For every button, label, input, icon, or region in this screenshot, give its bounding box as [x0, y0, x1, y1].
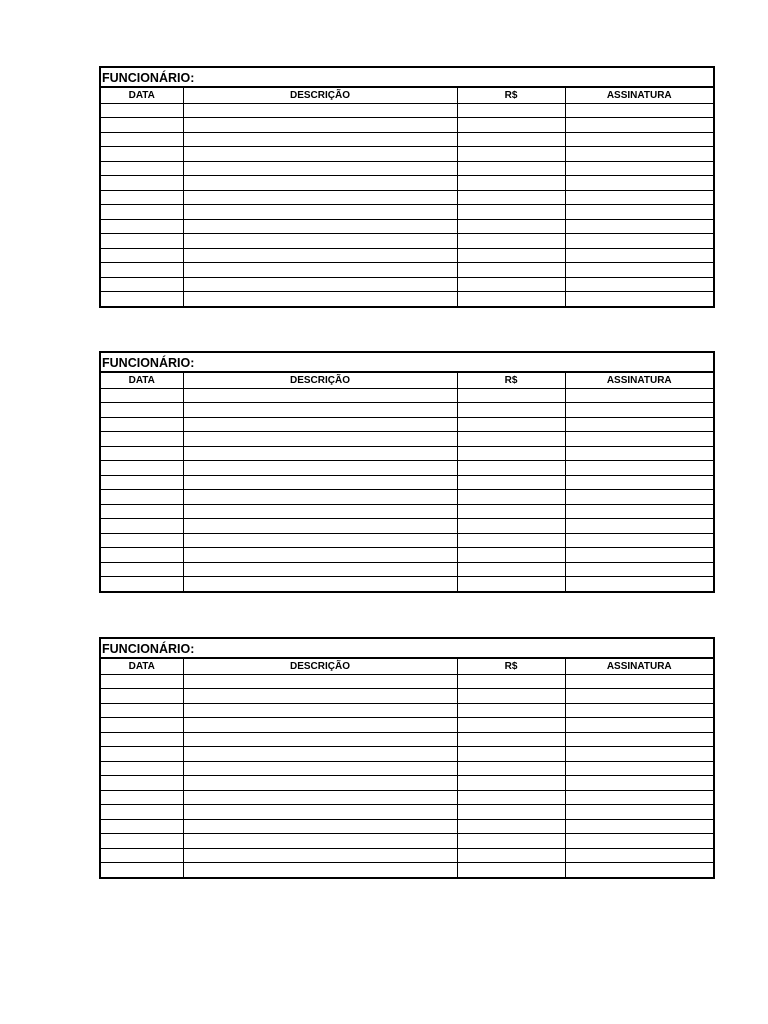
assinatura-cell	[565, 819, 713, 834]
entries-table	[101, 659, 713, 877]
valor-cell	[457, 548, 565, 563]
table-row	[101, 461, 713, 476]
table-row	[101, 790, 713, 805]
table-row	[101, 176, 713, 191]
descricao-cell	[183, 190, 457, 205]
data-cell	[101, 674, 183, 689]
column-header-descricao: DESCRIÇÃO	[183, 373, 457, 388]
descricao-cell	[183, 519, 457, 534]
valor-cell	[457, 432, 565, 447]
table-row	[101, 776, 713, 791]
valor-cell	[457, 863, 565, 878]
data-cell	[101, 147, 183, 162]
valor-cell	[457, 533, 565, 548]
data-cell	[101, 446, 183, 461]
assinatura-cell	[565, 292, 713, 307]
data-cell	[101, 548, 183, 563]
assinatura-cell	[565, 417, 713, 432]
valor-cell	[457, 834, 565, 849]
assinatura-cell	[565, 548, 713, 563]
table-row	[101, 190, 713, 205]
descricao-cell	[183, 848, 457, 863]
data-cell	[101, 234, 183, 249]
table-row	[101, 388, 713, 403]
table-body	[101, 674, 713, 877]
data-cell	[101, 689, 183, 704]
assinatura-cell	[565, 446, 713, 461]
valor-cell	[457, 747, 565, 762]
valor-cell	[457, 103, 565, 118]
descricao-cell	[183, 432, 457, 447]
table-row	[101, 403, 713, 418]
column-header-assinatura: ASSINATURA	[565, 88, 713, 103]
table-row	[101, 277, 713, 292]
data-cell	[101, 519, 183, 534]
assinatura-cell	[565, 490, 713, 505]
descricao-cell	[183, 732, 457, 747]
descricao-cell	[183, 403, 457, 418]
table-row	[101, 747, 713, 762]
form-title: FUNCIONÁRIO:	[101, 639, 713, 659]
data-cell	[101, 805, 183, 820]
descricao-cell	[183, 176, 457, 191]
assinatura-cell	[565, 161, 713, 176]
column-header-data: DATA	[101, 373, 183, 388]
assinatura-cell	[565, 205, 713, 220]
valor-cell	[457, 475, 565, 490]
valor-cell	[457, 234, 565, 249]
column-header-descricao: DESCRIÇÃO	[183, 88, 457, 103]
form-title: FUNCIONÁRIO:	[101, 68, 713, 88]
descricao-cell	[183, 475, 457, 490]
descricao-cell	[183, 234, 457, 249]
table-row	[101, 417, 713, 432]
valor-cell	[457, 819, 565, 834]
assinatura-cell	[565, 103, 713, 118]
descricao-cell	[183, 277, 457, 292]
table-row	[101, 219, 713, 234]
data-cell	[101, 219, 183, 234]
table-row	[101, 263, 713, 278]
data-cell	[101, 132, 183, 147]
data-cell	[101, 403, 183, 418]
valor-cell	[457, 461, 565, 476]
data-cell	[101, 863, 183, 878]
data-cell	[101, 103, 183, 118]
column-header-assinatura: ASSINATURA	[565, 659, 713, 674]
valor-cell	[457, 848, 565, 863]
valor-cell	[457, 519, 565, 534]
descricao-cell	[183, 263, 457, 278]
descricao-cell	[183, 863, 457, 878]
descricao-cell	[183, 461, 457, 476]
assinatura-cell	[565, 277, 713, 292]
table-row	[101, 103, 713, 118]
descricao-cell	[183, 490, 457, 505]
assinatura-cell	[565, 747, 713, 762]
table-row	[101, 718, 713, 733]
valor-cell	[457, 674, 565, 689]
valor-cell	[457, 790, 565, 805]
assinatura-cell	[565, 761, 713, 776]
table-row	[101, 548, 713, 563]
assinatura-cell	[565, 732, 713, 747]
data-cell	[101, 761, 183, 776]
assinatura-cell	[565, 504, 713, 519]
data-cell	[101, 703, 183, 718]
column-header-valor: R$	[457, 88, 565, 103]
descricao-cell	[183, 747, 457, 762]
employee-form-1	[99, 66, 715, 308]
descricao-cell	[183, 703, 457, 718]
assinatura-cell	[565, 190, 713, 205]
table-row	[101, 475, 713, 490]
valor-cell	[457, 147, 565, 162]
table-row	[101, 118, 713, 133]
descricao-cell	[183, 776, 457, 791]
descricao-cell	[183, 118, 457, 133]
column-header-assinatura: ASSINATURA	[565, 373, 713, 388]
table-row	[101, 234, 713, 249]
valor-cell	[457, 761, 565, 776]
descricao-cell	[183, 761, 457, 776]
data-cell	[101, 848, 183, 863]
table-header-row	[101, 88, 713, 103]
table-row	[101, 703, 713, 718]
valor-cell	[457, 205, 565, 220]
data-cell	[101, 432, 183, 447]
table-row	[101, 732, 713, 747]
employee-form-2	[99, 351, 715, 593]
assinatura-cell	[565, 834, 713, 849]
data-cell	[101, 475, 183, 490]
valor-cell	[457, 703, 565, 718]
assinatura-cell	[565, 533, 713, 548]
valor-cell	[457, 118, 565, 133]
valor-cell	[457, 805, 565, 820]
data-cell	[101, 732, 183, 747]
table-row	[101, 248, 713, 263]
table-row	[101, 689, 713, 704]
data-cell	[101, 747, 183, 762]
assinatura-cell	[565, 776, 713, 791]
descricao-cell	[183, 103, 457, 118]
assinatura-cell	[565, 248, 713, 263]
assinatura-cell	[565, 263, 713, 278]
table-row	[101, 446, 713, 461]
entries-table	[101, 88, 713, 306]
assinatura-cell	[565, 577, 713, 592]
assinatura-cell	[565, 147, 713, 162]
assinatura-cell	[565, 703, 713, 718]
assinatura-cell	[565, 863, 713, 878]
descricao-cell	[183, 548, 457, 563]
employee-form-3	[99, 637, 715, 879]
valor-cell	[457, 732, 565, 747]
valor-cell	[457, 277, 565, 292]
descricao-cell	[183, 388, 457, 403]
assinatura-cell	[565, 519, 713, 534]
assinatura-cell	[565, 461, 713, 476]
table-row	[101, 562, 713, 577]
data-cell	[101, 176, 183, 191]
assinatura-cell	[565, 718, 713, 733]
data-cell	[101, 263, 183, 278]
table-row	[101, 848, 713, 863]
data-cell	[101, 776, 183, 791]
data-cell	[101, 161, 183, 176]
data-cell	[101, 248, 183, 263]
table-row	[101, 519, 713, 534]
data-cell	[101, 562, 183, 577]
data-cell	[101, 417, 183, 432]
descricao-cell	[183, 689, 457, 704]
valor-cell	[457, 417, 565, 432]
valor-cell	[457, 577, 565, 592]
table-row	[101, 805, 713, 820]
assinatura-cell	[565, 475, 713, 490]
column-header-valor: R$	[457, 659, 565, 674]
table-row	[101, 132, 713, 147]
assinatura-cell	[565, 132, 713, 147]
valor-cell	[457, 718, 565, 733]
descricao-cell	[183, 834, 457, 849]
valor-cell	[457, 176, 565, 191]
descricao-cell	[183, 562, 457, 577]
descricao-cell	[183, 504, 457, 519]
valor-cell	[457, 190, 565, 205]
valor-cell	[457, 403, 565, 418]
valor-cell	[457, 490, 565, 505]
table-body	[101, 103, 713, 306]
valor-cell	[457, 292, 565, 307]
assinatura-cell	[565, 689, 713, 704]
table-row	[101, 205, 713, 220]
valor-cell	[457, 248, 565, 263]
assinatura-cell	[565, 805, 713, 820]
valor-cell	[457, 776, 565, 791]
data-cell	[101, 277, 183, 292]
table-header-row	[101, 373, 713, 388]
data-cell	[101, 577, 183, 592]
assinatura-cell	[565, 674, 713, 689]
data-cell	[101, 490, 183, 505]
descricao-cell	[183, 219, 457, 234]
table-row	[101, 490, 713, 505]
assinatura-cell	[565, 118, 713, 133]
data-cell	[101, 292, 183, 307]
table-row	[101, 863, 713, 878]
assinatura-cell	[565, 790, 713, 805]
data-cell	[101, 388, 183, 403]
table-row	[101, 674, 713, 689]
table-row	[101, 147, 713, 162]
data-cell	[101, 504, 183, 519]
descricao-cell	[183, 790, 457, 805]
table-row	[101, 432, 713, 447]
table-row	[101, 577, 713, 592]
valor-cell	[457, 446, 565, 461]
data-cell	[101, 190, 183, 205]
table-row	[101, 504, 713, 519]
table-header-row	[101, 659, 713, 674]
valor-cell	[457, 161, 565, 176]
column-header-data: DATA	[101, 88, 183, 103]
descricao-cell	[183, 205, 457, 220]
valor-cell	[457, 504, 565, 519]
column-header-valor: R$	[457, 373, 565, 388]
descricao-cell	[183, 718, 457, 733]
data-cell	[101, 790, 183, 805]
table-row	[101, 834, 713, 849]
descricao-cell	[183, 161, 457, 176]
assinatura-cell	[565, 432, 713, 447]
valor-cell	[457, 388, 565, 403]
assinatura-cell	[565, 848, 713, 863]
descricao-cell	[183, 132, 457, 147]
column-header-data: DATA	[101, 659, 183, 674]
entries-table	[101, 373, 713, 591]
descricao-cell	[183, 417, 457, 432]
valor-cell	[457, 132, 565, 147]
descricao-cell	[183, 819, 457, 834]
valor-cell	[457, 263, 565, 278]
data-cell	[101, 819, 183, 834]
table-row	[101, 819, 713, 834]
data-cell	[101, 718, 183, 733]
descricao-cell	[183, 533, 457, 548]
descricao-cell	[183, 577, 457, 592]
valor-cell	[457, 562, 565, 577]
descricao-cell	[183, 248, 457, 263]
valor-cell	[457, 689, 565, 704]
descricao-cell	[183, 674, 457, 689]
descricao-cell	[183, 292, 457, 307]
descricao-cell	[183, 147, 457, 162]
assinatura-cell	[565, 403, 713, 418]
table-row	[101, 761, 713, 776]
data-cell	[101, 533, 183, 548]
table-row	[101, 292, 713, 307]
form-title: FUNCIONÁRIO:	[101, 353, 713, 373]
assinatura-cell	[565, 234, 713, 249]
table-row	[101, 161, 713, 176]
assinatura-cell	[565, 176, 713, 191]
assinatura-cell	[565, 388, 713, 403]
assinatura-cell	[565, 562, 713, 577]
descricao-cell	[183, 446, 457, 461]
table-row	[101, 533, 713, 548]
data-cell	[101, 118, 183, 133]
valor-cell	[457, 219, 565, 234]
data-cell	[101, 205, 183, 220]
column-header-descricao: DESCRIÇÃO	[183, 659, 457, 674]
table-body	[101, 388, 713, 591]
data-cell	[101, 834, 183, 849]
data-cell	[101, 461, 183, 476]
descricao-cell	[183, 805, 457, 820]
assinatura-cell	[565, 219, 713, 234]
